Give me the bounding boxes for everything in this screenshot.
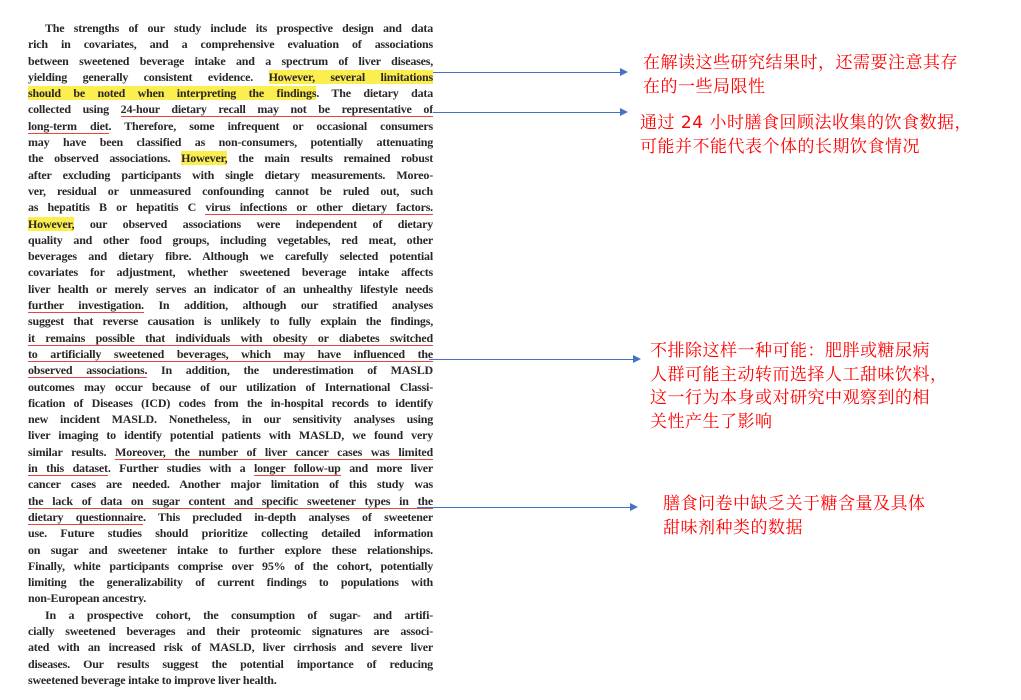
text-line (28, 36, 433, 52)
annotation-line: 膳食问卷中缺乏关于糖含量及具体 (663, 494, 926, 514)
text-segment: cancer cases are needed. Another major limitation of this study was (28, 477, 433, 492)
text-segment: outcomes may occur because of our utilization of International Classi- (28, 379, 433, 394)
text-segment: In addition, although our stratified analyses (143, 298, 433, 313)
text-segment: liver health or merely serves an indicator of an unhealthy lifestyle needs (28, 281, 433, 296)
text-line (28, 558, 433, 574)
annotation-note (643, 52, 1003, 99)
annotation-line: 通过 24 小时膳食回顾法收集的饮食数据， (640, 113, 972, 133)
underlined-text: longer follow-up (254, 461, 341, 476)
text-segment: In addition, the underestimation of MASLD (147, 363, 433, 378)
text-segment: non-European ancestry. (28, 591, 147, 606)
underlined-text: to artificially sweetened beverages, which may have influenced the (28, 346, 433, 361)
text-line (28, 150, 433, 166)
text-line (28, 639, 433, 655)
text-segment: liver imaging to identify potential patients with MASLD, we found very (28, 428, 433, 443)
text-segment: suggest that reverse causation is unlikely to fully explain the findings, (28, 314, 433, 329)
annotation-line: 关性产生了影响 (650, 411, 773, 432)
text-segment: similar results. (28, 444, 116, 459)
text-line (28, 313, 433, 329)
text-line (28, 476, 433, 492)
text-line (28, 542, 433, 558)
text-line (28, 69, 433, 85)
annotation-line: 在的一些局限性 (643, 76, 766, 97)
underlined-text: 24-hour dietary recall may not be representative of (120, 102, 433, 117)
text-segment: rich in covariates, and a comprehensive evaluation of associations (28, 37, 433, 52)
text-line (28, 53, 433, 69)
text-segment: between sweetened beverage intake and a spectrum of liver diseases, (28, 53, 433, 68)
underlined-text: dietary questionnaire (28, 509, 143, 524)
text-line (28, 493, 433, 509)
text-segment: may have been classified as non-consumers, potentially attenuating (28, 135, 433, 150)
text-segment: as hepatitis B or hepatitis C (28, 200, 206, 215)
text-line (28, 134, 433, 150)
text-segment: beverages and dietary fibre. Although we carefully selected potential (28, 249, 433, 264)
connector-arrow (429, 359, 633, 360)
text-segment: covariates for adjustment, whether sweetened beverage intake affects (28, 265, 433, 280)
annotation-note (650, 340, 1000, 434)
underlined-text: further investigation. (28, 298, 144, 313)
text-line (28, 395, 433, 411)
underlined-text: it remains possible that individuals with obesity or diabetes switched (28, 330, 433, 345)
underlined-text: Moreover, the number of liver cancer cases was limited (115, 444, 433, 459)
text-segment: ated with an increased risk of MASLD, liver cirrhosis and severe liver (28, 640, 433, 655)
text-line (28, 199, 433, 215)
text-line (28, 183, 433, 199)
annotation-note (640, 112, 1010, 159)
text-line (28, 118, 433, 134)
text-segment: collected using (28, 102, 121, 117)
text-segment: new incident MASLD. Nonetheless, in our sensitivity analyses using (28, 412, 433, 427)
text-line (28, 264, 433, 280)
text-segment: the main results remained robust (227, 151, 433, 166)
annotation-line: 这一行为本身或对研究中观察到的相 (650, 388, 930, 408)
text-line (28, 623, 433, 639)
text-segment: quality and other food groups, including vegetables, red meat, other (28, 232, 433, 247)
highlighted-text: However, several limitations (268, 69, 433, 84)
annotation-line: 在解读这些研究结果时，还需要注意其存 (643, 53, 958, 73)
text-segment: after excluding participants with single dietary measurements. Moreo- (28, 167, 433, 182)
text-segment: The strengths of our study include its prospective design and data (45, 21, 433, 35)
text-line (28, 85, 433, 101)
text-segment: . This precluded in-depth analyses of sweetener (142, 509, 433, 524)
text-segment: our observed associations were independent of dietary (74, 216, 433, 231)
text-segment: on sugar and sweetener intake to further explore these relationships. (28, 542, 433, 557)
text-line (28, 525, 433, 541)
underlined-text: in this dataset (28, 461, 108, 476)
underlined-text: virus infections or other dietary factors. (205, 200, 433, 215)
annotation-line: 人群可能主动转而选择人工甜味饮料， (650, 364, 948, 385)
highlighted-text: However, (28, 216, 75, 231)
text-line (28, 379, 433, 395)
annotation-line: 甜味剂种类的数据 (663, 517, 803, 538)
text-line (28, 297, 433, 313)
text-segment: In a prospective cohort, the consumption of sugar- and artifi- (45, 607, 433, 622)
text-line (28, 248, 433, 264)
text-line (28, 411, 433, 427)
connector-arrow (433, 72, 620, 73)
annotation-line: 不排除这样一种可能：肥胖或糖尿病 (650, 341, 930, 361)
text-segment: use. Future studies should prioritize collecting detailed information (28, 526, 433, 541)
text-segment: cially sweetened beverages and their proteomic signatures are associ- (28, 623, 433, 638)
text-line (28, 444, 433, 460)
underlined-text: observed associations. (28, 363, 148, 378)
text-line (28, 346, 433, 362)
text-segment: . Therefore, some infrequent or occasional consumers (108, 118, 433, 133)
text-line (28, 167, 433, 183)
highlighted-text: should be noted when interpreting the findings (28, 86, 317, 101)
text-segment: limiting the generalizability of current findings to populations with (28, 575, 433, 590)
text-segment: fication of Diseases (ICD) codes from the in-hospital records to identify (28, 395, 433, 410)
connector-arrow (417, 507, 630, 508)
text-segment: the observed associations. (28, 151, 182, 166)
text-line (28, 607, 433, 623)
text-segment: sweetened beverage intake to improve liver health. (28, 672, 277, 687)
text-line (28, 509, 433, 525)
text-line (28, 330, 433, 346)
text-line (28, 574, 433, 590)
text-segment: and more liver (340, 461, 433, 476)
text-line (28, 427, 433, 443)
text-segment: . The dietary data (316, 86, 433, 101)
text-line (28, 672, 433, 688)
highlighted-text: However, (181, 151, 228, 166)
text-line (28, 460, 433, 476)
text-line (28, 101, 433, 117)
text-segment: Finally, white participants comprise over 95% of the cohort, potentially (28, 558, 433, 573)
text-line (28, 362, 433, 378)
text-segment: ver, residual or unmeasured confounding cannot be ruled out, such (28, 183, 433, 198)
text-line (28, 656, 433, 672)
text-line (28, 281, 433, 297)
underlined-text: the lack of data on sugar content and specific sweetener types in the (28, 493, 433, 508)
article-text (28, 20, 433, 688)
text-segment: diseases. Our results suggest the potential importance of reducing (28, 656, 433, 671)
text-segment: yielding generally consistent evidence. (28, 69, 269, 84)
connector-arrow (433, 112, 620, 113)
text-line (28, 20, 433, 36)
text-line (28, 232, 433, 248)
annotation-line: 可能并不能代表个体的长期饮食情况 (640, 136, 920, 157)
text-line (28, 590, 433, 606)
text-line (28, 216, 433, 232)
annotation-note (663, 493, 993, 540)
text-segment: . Further studies with a (107, 461, 254, 476)
underlined-text: long-term diet (28, 118, 109, 133)
